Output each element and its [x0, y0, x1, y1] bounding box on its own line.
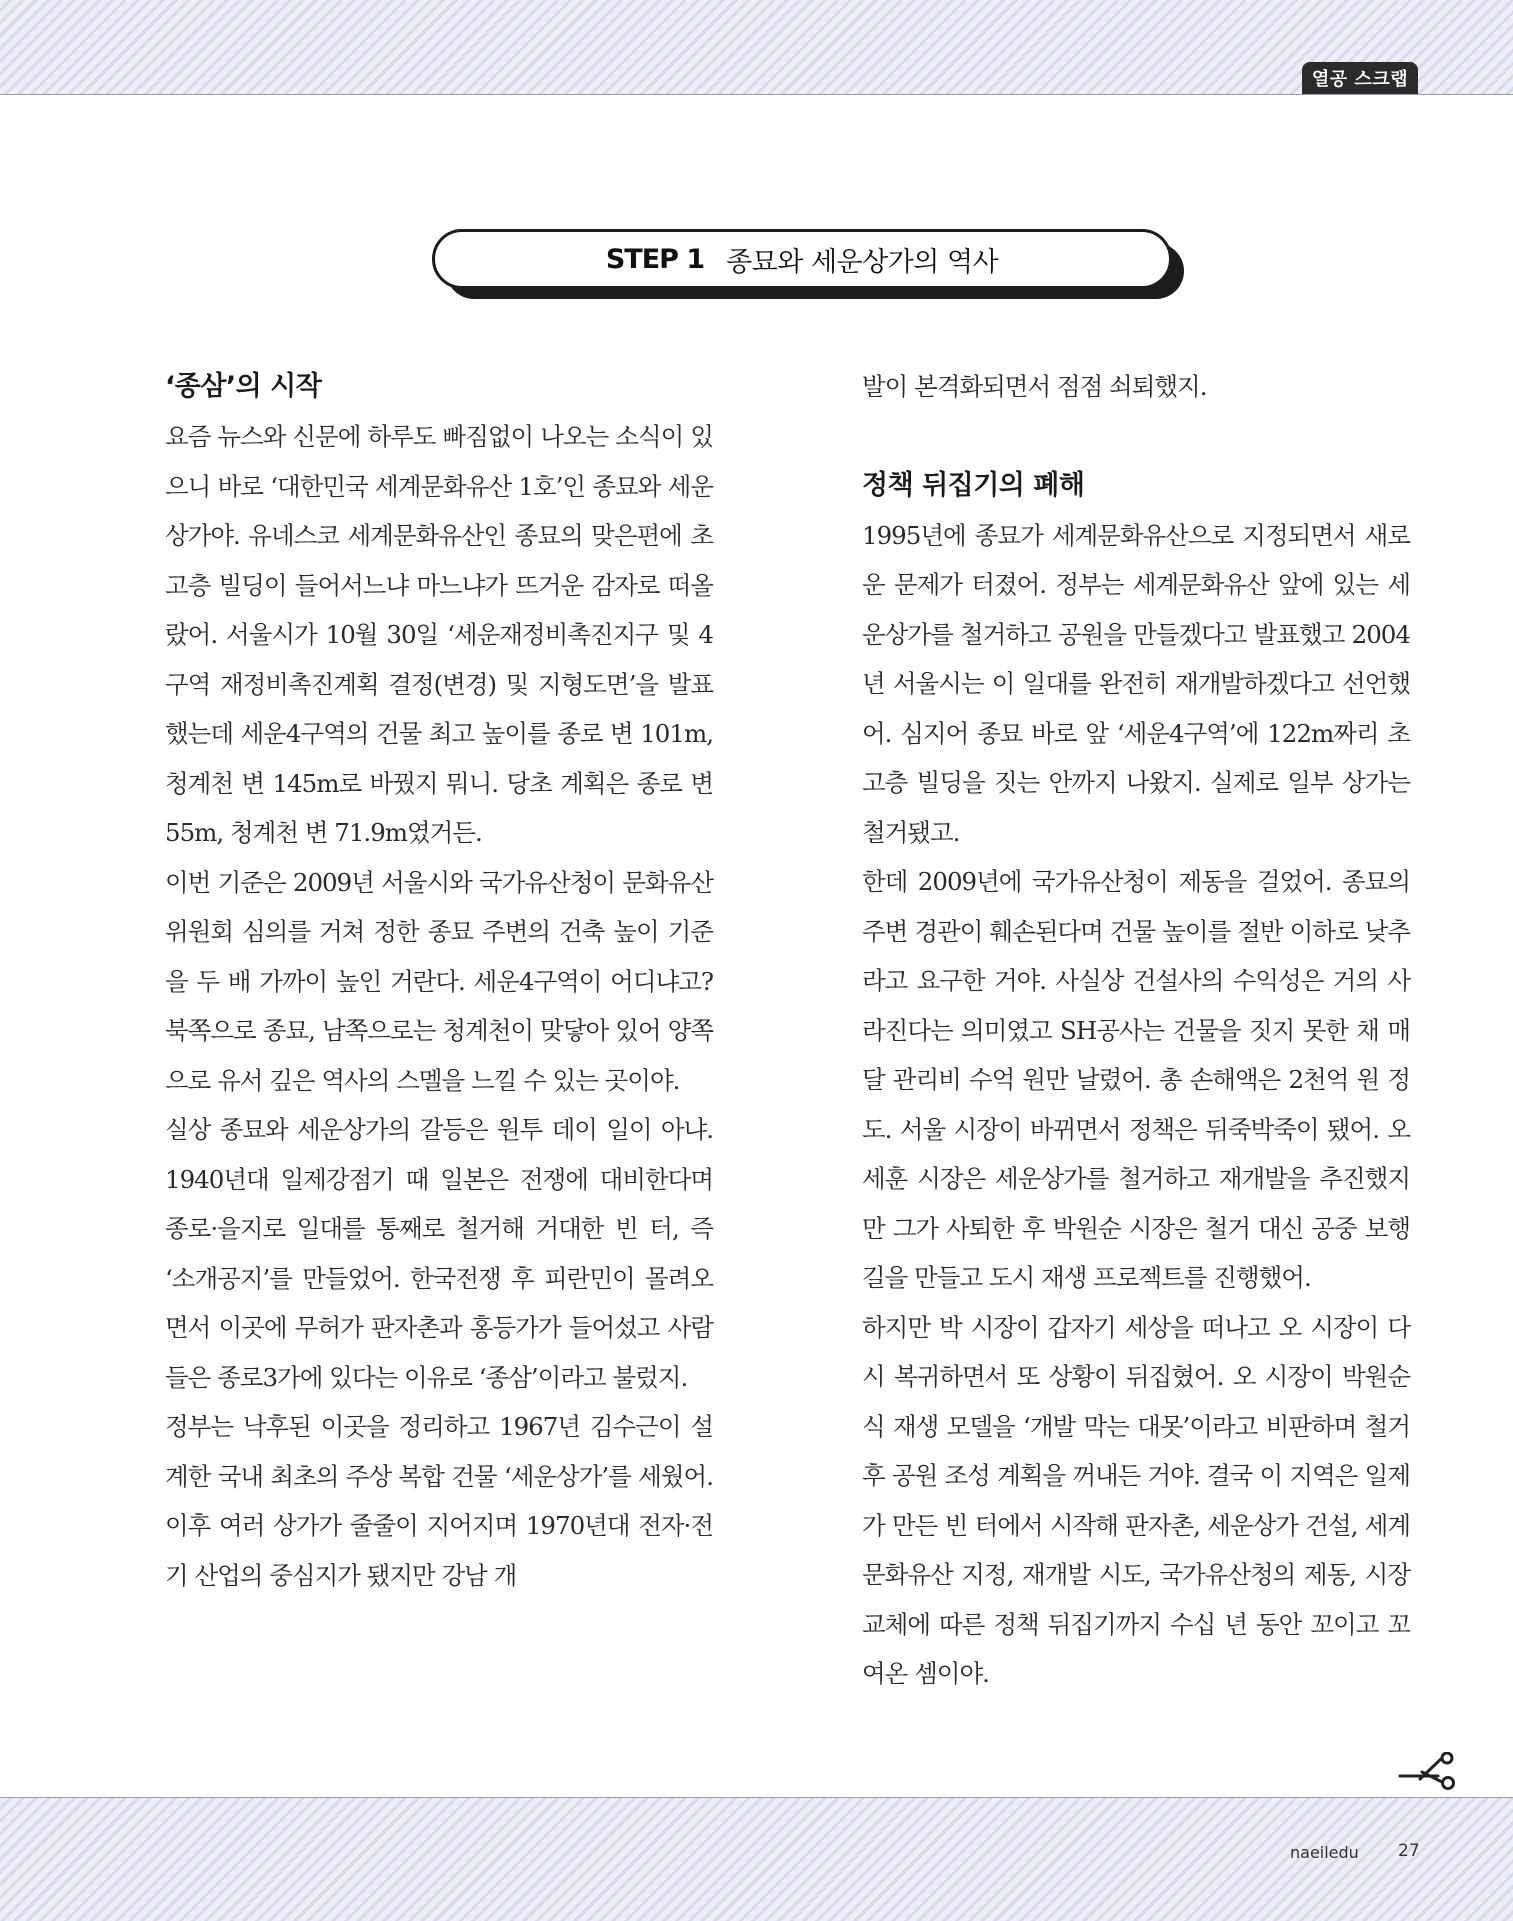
section-spacer: [862, 412, 1410, 461]
body-paragraph: 한데 2009년에 국가유산청이 제동을 걸었어. 종묘의 주변 경관이 훼손된다며 건물 높이를 절반 이하로 낮추라고 요구한 거야. 사실상 건설사의 수익성은 거의 사라진다는 의미였고 SH공사는 건물을 짓지 못한 채 매달 관리비 수억 원만 날렸어. 총 손해액은 2천억 원 정도. 서울 시장이 바뀌면서 정책은 뒤죽박죽이 됐어. 오세훈 시장은 세운상가를 철거하고 재개발을 추진했지만 그가 사퇴한 후 박원순 시장은 철거 대신 공중 보행길을 만들고 도시 재생 프로젝트를 진행했어.: [862, 867, 1410, 1292]
continued-paragraph: 발이 본격화되면서 점점 쇠퇴했지.: [862, 372, 1207, 401]
step-banner: [432, 229, 1172, 289]
right-column: [862, 362, 1410, 1699]
section-heading: ‘종삼’의 시작: [165, 371, 322, 402]
footer-site-name: naeiledu: [1290, 1843, 1359, 1862]
top-stripe-band: [0, 0, 1513, 95]
bottom-stripe-band: [0, 1797, 1513, 1921]
body-paragraph: 1995년에 종묘가 세계문화유산으로 지정되면서 새로운 문제가 터졌어. 정부는 세계문화유산 앞에 있는 세운상가를 철거하고 공원을 만들겠다고 발표했고 2004년 서울시는 이 일대를 완전히 재개발하겠다고 선언했어. 심지어 종묘 바로 앞 ‘세운4구역’에 122m짜리 초고층 빌딩을 짓는 안까지 나왔지. 실제로 일부 상가는 철거됐고.: [862, 520, 1410, 847]
left-column: [165, 362, 713, 1600]
page-number: 27: [1398, 1841, 1420, 1861]
body-paragraph: 하지만 박 시장이 갑자기 세상을 떠나고 오 시장이 다시 복귀하면서 또 상황이 뒤집혔어. 오 시장이 박원순식 재생 모델을 ‘개발 막는 대못’이라고 비판하며 철거 후 공원 조성 계획을 꺼내든 거야. 결국 이 지역은 일제가 만든 빈 터에서 시작해 판자촌, 세운상가 건설, 세계문화유산 지정, 재개발 시도, 국가유산청의 제동, 시장 교체에 따른 정책 뒤집기까지 수십 년 동안 꼬이고 꼬여온 셈이야.: [862, 1312, 1410, 1688]
body-paragraph: 이번 기준은 2009년 서울시와 국가유산청이 문화유산위원회 심의를 거쳐 정한 종묘 주변의 건축 높이 기준을 두 배 가까이 높인 거란다. 세운4구역이 어디냐고? 북쪽으로 종묘, 남쪽으로는 청계천이 맞닿아 있어 양쪽으로 유서 깊은 역사의 스멜을 느낄 수 있는 곳이야.: [165, 867, 713, 1095]
step-label: STEP 1: [605, 243, 705, 275]
section-tag: 열공 스크랩: [1302, 62, 1418, 94]
body-paragraph: 요즘 뉴스와 신문에 하루도 빠짐없이 나오는 소식이 있으니 바로 ‘대한민국 세계문화유산 1호’인 종묘와 세운상가야. 유네스코 세계문화유산인 종묘의 맞은편에 초고층 빌딩이 들어서느냐 마느냐가 뜨거운 감자로 떠올랐어. 서울시가 10월 30일 ‘세운재정비촉진지구 및 4구역 재정비촉진계획 결정(변경) 및 지형도면’을 발표했는데 세운4구역의 건물 최고 높이를 종로 변 101m, 청계천 변 145m로 바꿨지 뭐니. 당초 계획은 종로 변 55m, 청계천 변 71.9m였거든.: [165, 422, 713, 847]
section-heading: 정책 뒤집기의 폐해: [862, 469, 1085, 501]
body-paragraph: 정부는 낙후된 이곳을 정리하고 1967년 김수근이 설계한 국내 최초의 주상 복합 건물 ‘세운상가’를 세웠어. 이후 여러 상가가 줄줄이 지어지며 1970년대 전자·전기 산업의 중심지가 됐지만 강남 개: [165, 1412, 713, 1590]
scissors-icon: [1398, 1752, 1460, 1792]
body-paragraph: 실상 종묘와 세운상가의 갈등은 원투 데이 일이 아냐. 1940년대 일제강점기 때 일본은 전쟁에 대비한다며 종로·을지로 일대를 통째로 철거해 거대한 빈 터, 즉 ‘소개공지’를 만들었어. 한국전쟁 후 피란민이 몰려오면서 이곳에 무허가 판자촌과 홍등가가 들어섰고 사람들은 종로3가에 있다는 이유로 ‘종삼’이라고 불렀지.: [165, 1115, 713, 1392]
step-title: 종묘와 세운상가의 역사: [726, 246, 999, 278]
